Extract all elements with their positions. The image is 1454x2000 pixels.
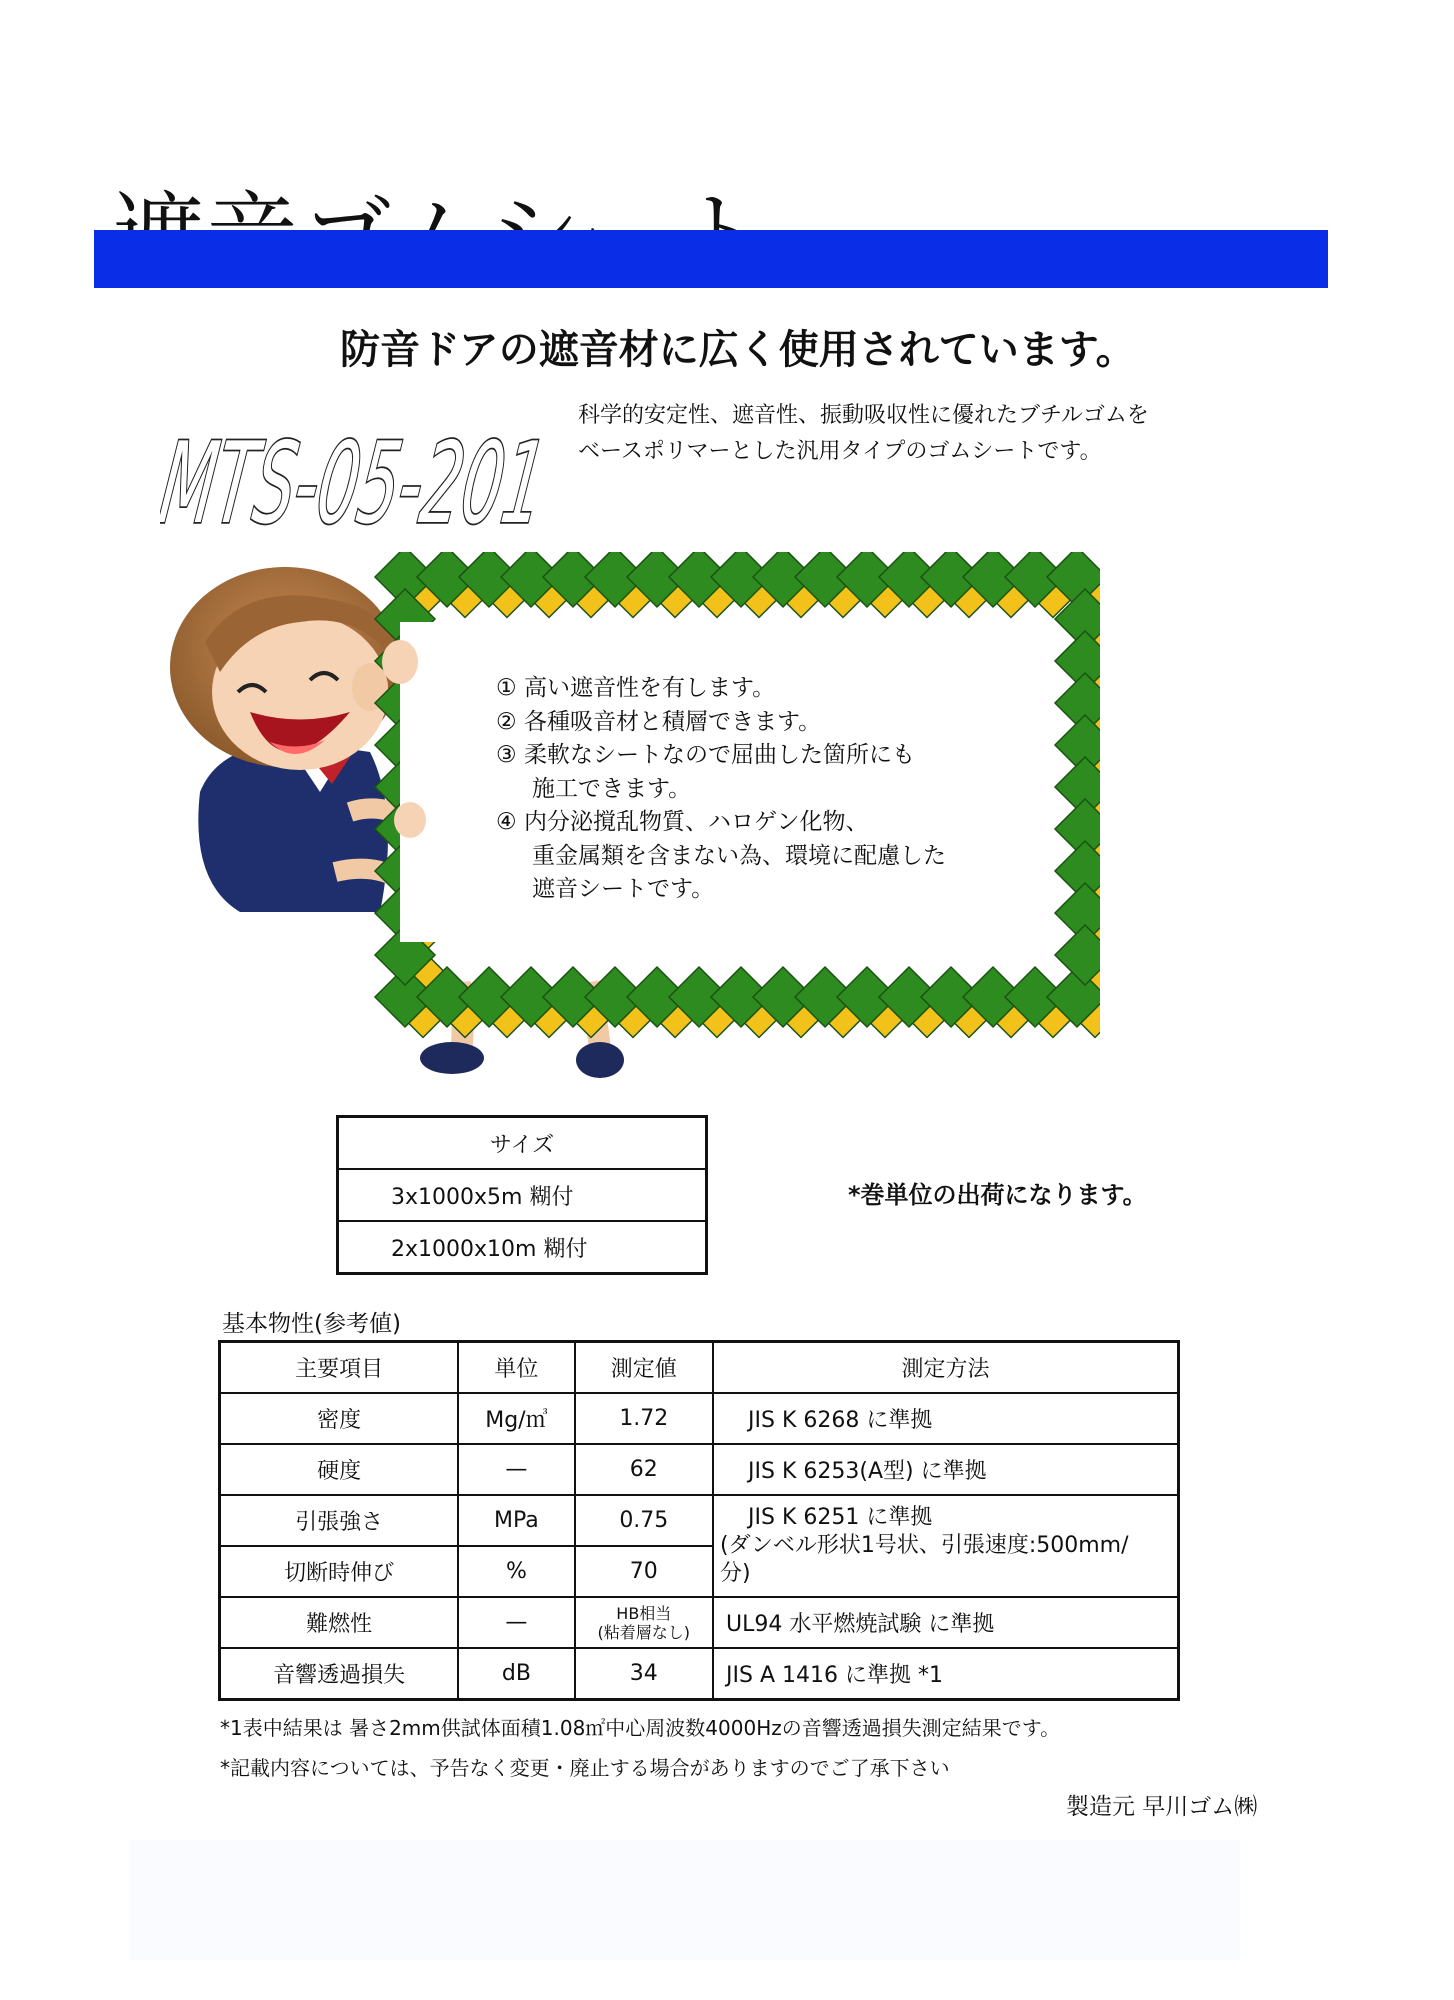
manufacturer: 製造元 早川ゴム㈱ — [1066, 1794, 1258, 1820]
table-header-row — [220, 1342, 1179, 1394]
mascot-hand — [382, 640, 418, 684]
product-intro — [578, 398, 1149, 470]
subtitle: 防音ドアの遮音材に広く使用されています。 — [340, 327, 1136, 373]
table-row: 密度 Mg/㎥ 1.72 JIS K 6268 に準拠 — [220, 1393, 1179, 1444]
header-item: 主要項目 — [220, 1342, 459, 1394]
footnote-measurement: *1表中結果は 暑さ2mm供試体面積1.08㎡中心周波数4000Hzの音響透過損失測定結果です。 — [220, 1716, 1061, 1740]
size-row: 3x1000x5m 糊付 — [338, 1169, 707, 1221]
intro-line: ベースポリマーとした汎用タイプのゴムシートです。 — [578, 439, 1102, 464]
mascot-head — [170, 567, 400, 770]
footnote-disclaimer: *記載内容については、予告なく変更・廃止する場合がありますのでご了承下さい — [220, 1756, 950, 1780]
svg-text:MTS-05-201: MTS-05-201 — [160, 418, 550, 538]
table-row: 硬度 — 62 JIS K 6253(A型) に準拠 — [220, 1444, 1179, 1495]
size-row: 2x1000x10m 糊付 — [338, 1221, 707, 1274]
feature-item-2: ② 各種吸音材と積層できます。 — [496, 708, 822, 735]
shipping-note: *巻単位の出荷になります。 — [848, 1181, 1147, 1209]
properties-table — [218, 1340, 1180, 1701]
model-number-logo — [160, 398, 550, 542]
page-bottom-shade — [130, 1840, 1240, 1960]
intro-line: 科学的安定性、遮音性、振動吸収性に優れたブチルゴムを — [578, 403, 1149, 428]
size-table — [336, 1115, 708, 1275]
header-unit: 単位 — [458, 1342, 574, 1394]
feature-list — [496, 672, 946, 907]
feature-item-4: ④ 内分泌撹乱物質、ハロゲン化物、 重金属類を含まない為、環境に配慮した 遮音シートです。 — [496, 809, 946, 902]
header-value: 測定値 — [575, 1342, 713, 1394]
tensile-method-cell: JIS K 6251 に準拠 (ダンベル形状1号状、引張速度:500mm/ 分) — [713, 1495, 1178, 1597]
header-method: 測定方法 — [713, 1342, 1178, 1394]
feature-item-1: ① 高い遮音性を有します。 — [496, 675, 776, 701]
table-row: 引張強さ MPa 0.75 JIS K 6251 に準拠 (ダンベル形状1号状、引張速度:500mm/ 分) — [220, 1495, 1179, 1546]
size-table-header: サイズ — [338, 1117, 707, 1170]
table-row: 難燃性 — HB相当 (粘着層なし) UL94 水平燃焼試験 に準拠 — [220, 1597, 1179, 1648]
mascot-hand — [394, 802, 426, 838]
table-row: 切断時伸び % 70 — [220, 1546, 1179, 1597]
title-underline-band — [94, 230, 1328, 288]
properties-caption: 基本物性(参考値) — [222, 1311, 401, 1337]
table-row: 音響透過損失 dB 34 JIS A 1416 に準拠 *1 — [220, 1648, 1179, 1700]
feature-item-3: ③ 柔軟なシートなので屈曲した箇所にも 施工できます。 — [496, 742, 915, 802]
